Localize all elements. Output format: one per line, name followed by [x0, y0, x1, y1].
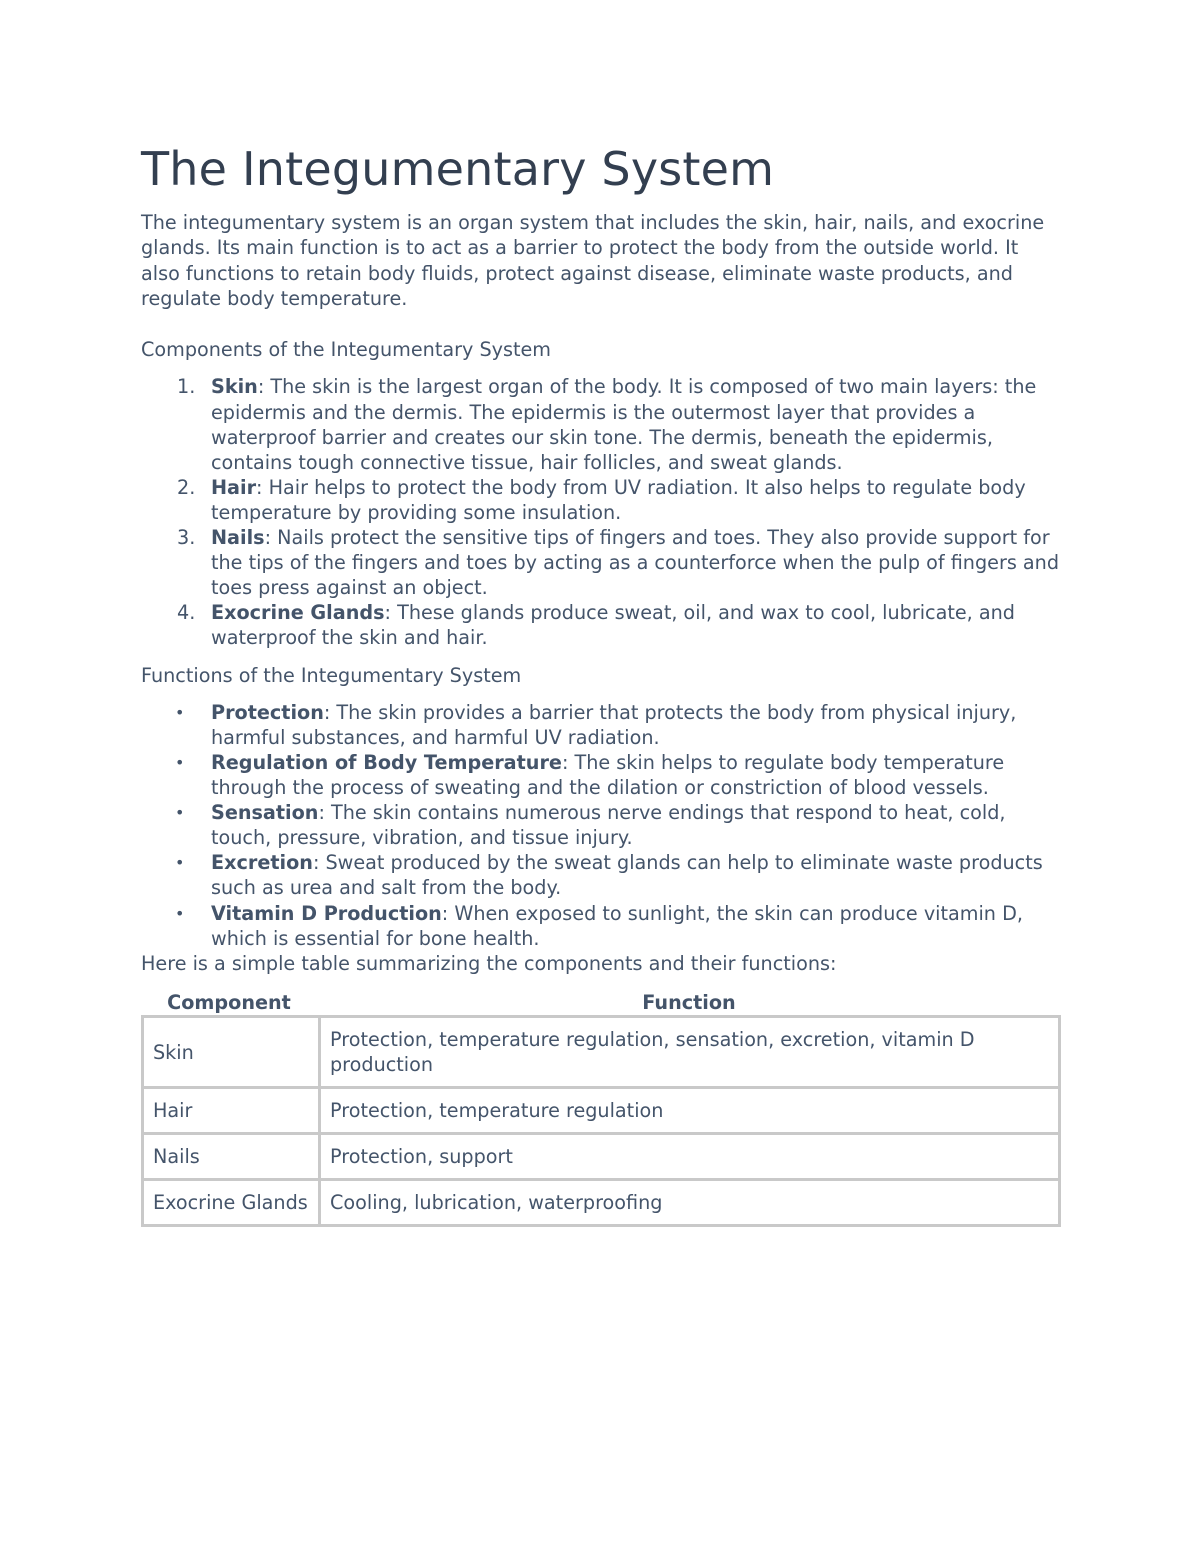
components-heading: Components of the Integumentary System	[141, 338, 551, 362]
table-cell-function: Cooling, lubrication, waterproofing	[320, 1180, 1060, 1226]
list-item-text: : The skin is the largest organ of the body. It is composed of two main layers: the epidermis and the dermis. The epidermis is the outermost layer that provides a waterproof barrier and creates our skin tone. The dermis, beneath the epidermis, contains tough connective tissue, hair follicles, and sweat glands.	[211, 375, 1037, 474]
bullet-icon: •	[175, 753, 185, 772]
list-item	[141, 600, 1061, 650]
list-item-term: Exocrine Glands	[211, 601, 385, 625]
table-row	[143, 1088, 1060, 1134]
table-row	[143, 1180, 1060, 1226]
page-title: The Integumentary System	[141, 142, 775, 196]
list-item-text: : Hair helps to protect the body from UV radiation. It also helps to regulate body temperature by providing some insulation.	[211, 475, 1026, 524]
list-item-text: : These glands produce sweat, oil, and wax to cool, lubricate, and waterproof the skin and hair.	[211, 601, 1015, 650]
bullet-icon: •	[175, 853, 185, 873]
list-item-text: : Nails protect the sensitive tips of fingers and toes. They also provide support for the tips of the fingers and toes by acting as a counterforce when the pulp of fingers and toes press against an object.	[211, 526, 1060, 600]
list-item-text: : When exposed to sunlight, the skin can produce vitamin D, which is essential for bone health.	[211, 901, 1023, 950]
list-item	[141, 850, 1061, 900]
table-cell-function: Protection, temperature regulation	[320, 1088, 1060, 1134]
table-header-function: Function	[642, 991, 736, 1015]
list-item	[141, 475, 1061, 525]
list-item	[141, 800, 1061, 850]
list-number: 1.	[177, 375, 196, 399]
bullet-icon: •	[175, 702, 185, 722]
components-list	[141, 374, 1061, 650]
list-item-term: Excretion	[211, 851, 313, 875]
list-number: 4.	[177, 601, 196, 625]
table-cell-function: Protection, temperature regulation, sensation, excretion, vitamin D production	[320, 1017, 1060, 1088]
table-row	[143, 1017, 1060, 1088]
list-item	[141, 750, 1061, 800]
list-item-term: Nails	[211, 526, 265, 550]
intro-paragraph: The integumentary system is an organ system that includes the skin, hair, nails, and exocrine glands. Its main function is to act as a barrier to protect the body from the outside world. It also functions to retain body fluids, protect against disease, eliminate waste products, and regulate body temperature.	[141, 211, 1045, 310]
table-cell-function: Protection, support	[320, 1134, 1060, 1180]
list-item-text: : The skin provides a barrier that protects the body from physical injury, harmful substances, and harmful UV radiation.	[211, 700, 1017, 749]
list-item	[141, 525, 1061, 600]
table-cell-component: Nails	[143, 1134, 320, 1180]
table-cell-component: Skin	[143, 1017, 320, 1088]
list-item-term: Skin	[211, 375, 258, 399]
list-item-text: : The skin contains numerous nerve endings that respond to heat, cold, touch, pressure, vibration, and tissue injury.	[211, 801, 1006, 850]
table-row	[143, 1134, 1060, 1180]
list-item	[141, 374, 1061, 474]
list-item-text: : Sweat produced by the sweat glands can help to eliminate waste products such as urea and salt from the body.	[211, 851, 1043, 900]
functions-heading: Functions of the Integumentary System	[141, 663, 522, 687]
list-item-term: Sensation	[211, 801, 319, 825]
table-header-component: Component	[167, 991, 291, 1015]
list-item-term: Protection	[211, 700, 324, 724]
list-item	[141, 700, 1061, 750]
list-item-term: Regulation of Body Temperature	[211, 751, 562, 774]
table-caption: Here is a simple table summarizing the components and their functions:	[141, 951, 837, 975]
list-number: 3.	[177, 526, 196, 550]
list-item	[141, 901, 1061, 951]
table-cell-component: Exocrine Glands	[143, 1180, 320, 1226]
list-number: 2.	[177, 475, 196, 499]
list-item-term: Hair	[211, 475, 257, 499]
list-item-term: Vitamin D Production	[211, 901, 442, 925]
document-page	[141, 140, 1061, 1227]
summary-table	[141, 1015, 1061, 1227]
functions-list	[141, 700, 1061, 951]
table-cell-component: Hair	[143, 1088, 320, 1134]
bullet-icon: •	[175, 903, 185, 923]
list-item-text: : The skin helps to regulate body temperature through the process of sweating and the dilation or constriction of blood vessels.	[211, 751, 1005, 800]
bullet-icon: •	[175, 803, 185, 823]
table-header-row	[141, 990, 1061, 1015]
